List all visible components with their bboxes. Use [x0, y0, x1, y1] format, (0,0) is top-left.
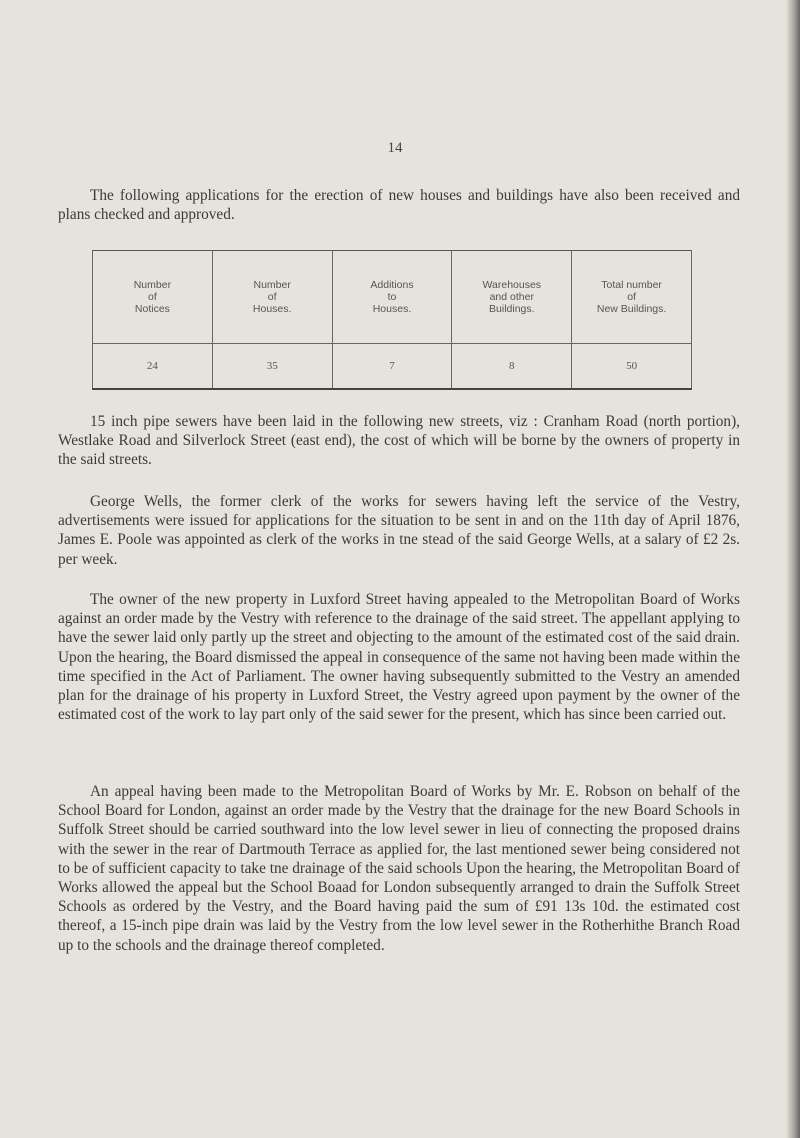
paragraph-school-board-appeal: An appeal having been made to the Metropolitan Board of Works by Mr. E. Robson on behalf of the School Board for London, against an order made by the Vestry that the drainage for the new Board Schools in Suffolk Street should be carried southward into the low level sewer in lieu of connecting the proposed drains with the sewer in the rear of Dartmouth Terrace as applied for, the last mentioned sewer being considered not to be of sufficient capacity to take tne drainage of the said schools Upon the hearing, the Metropolitan Board of Works allowed the appeal but the School Boaad for London subsequently arranged to drain the Suffolk Street Schools as ordered by the Vestry, and the Board having paid the sum of £91 13s 10d. the estimated cost thereof, a 15-inch pipe drain was laid by the Vestry from the low level sewer in the Rotherhithe Branch Road up to the schools and the drainage thereof completed. [58, 783, 740, 954]
paragraph-sewers: 15 inch pipe sewers have been laid in the following new streets, viz : Cranham Road (north portion), Westlake Road and Silverlock Street (east end), the cost of which will be borne by the owners of property in the said streets. [58, 413, 740, 469]
table-header-cell: Number of Houses. [212, 251, 332, 344]
paragraph-clerk: George Wells, the former clerk of the works for sewers having left the service of the Vestry, advertisements were issued for applications for the situation to be sent in and on the 11th day of April 1876, James E. Poole was appointed as clerk of the works in tne stead of the said George Wells, at a salary of £2 2s. per week. [58, 493, 740, 568]
paragraph-intro: The following applications for the erection of new houses and buildings have also been received and plans checked and approved. [58, 187, 740, 224]
page-number: 14 [387, 140, 403, 156]
table-row [93, 344, 692, 390]
table-header-cell: Additions to Houses. [332, 251, 452, 344]
table-cell: 7 [332, 344, 452, 390]
paragraph-luxford-appeal: The owner of the new property in Luxford Street having appealed to the Metropolitan Board of Works against an order made by the Vestry with reference to the drainage of the said street. The appellant applying to have the sewer laid only partly up the street and objecting to the amount of the estimated cost of the said drain. Upon the hearing, the Board dismissed the appeal in consequence of the same not having been made within the time specified in the Act of Parliament. The owner having subsequently submitted to the Vestry an amended plan for the drainage of his property in Luxford Street, the Vestry agreed upon payment by the owner of the estimated cost of the work to lay part only of the said sewer for the present, which has since been carried out. [58, 591, 740, 724]
table-cell: 8 [452, 344, 572, 390]
table-cell: 50 [572, 344, 692, 390]
page-edge-shadow [786, 0, 800, 1138]
table-header-cell: Total number of New Buildings. [572, 251, 692, 344]
table-header-cell: Warehouses and other Buildings. [452, 251, 572, 344]
buildings-table [92, 250, 692, 390]
buildings-table-container [92, 250, 692, 390]
table-cell: 24 [93, 344, 213, 390]
table-cell: 35 [212, 344, 332, 390]
table-header-row [93, 251, 692, 344]
table-header-cell: Number of Notices [93, 251, 213, 344]
